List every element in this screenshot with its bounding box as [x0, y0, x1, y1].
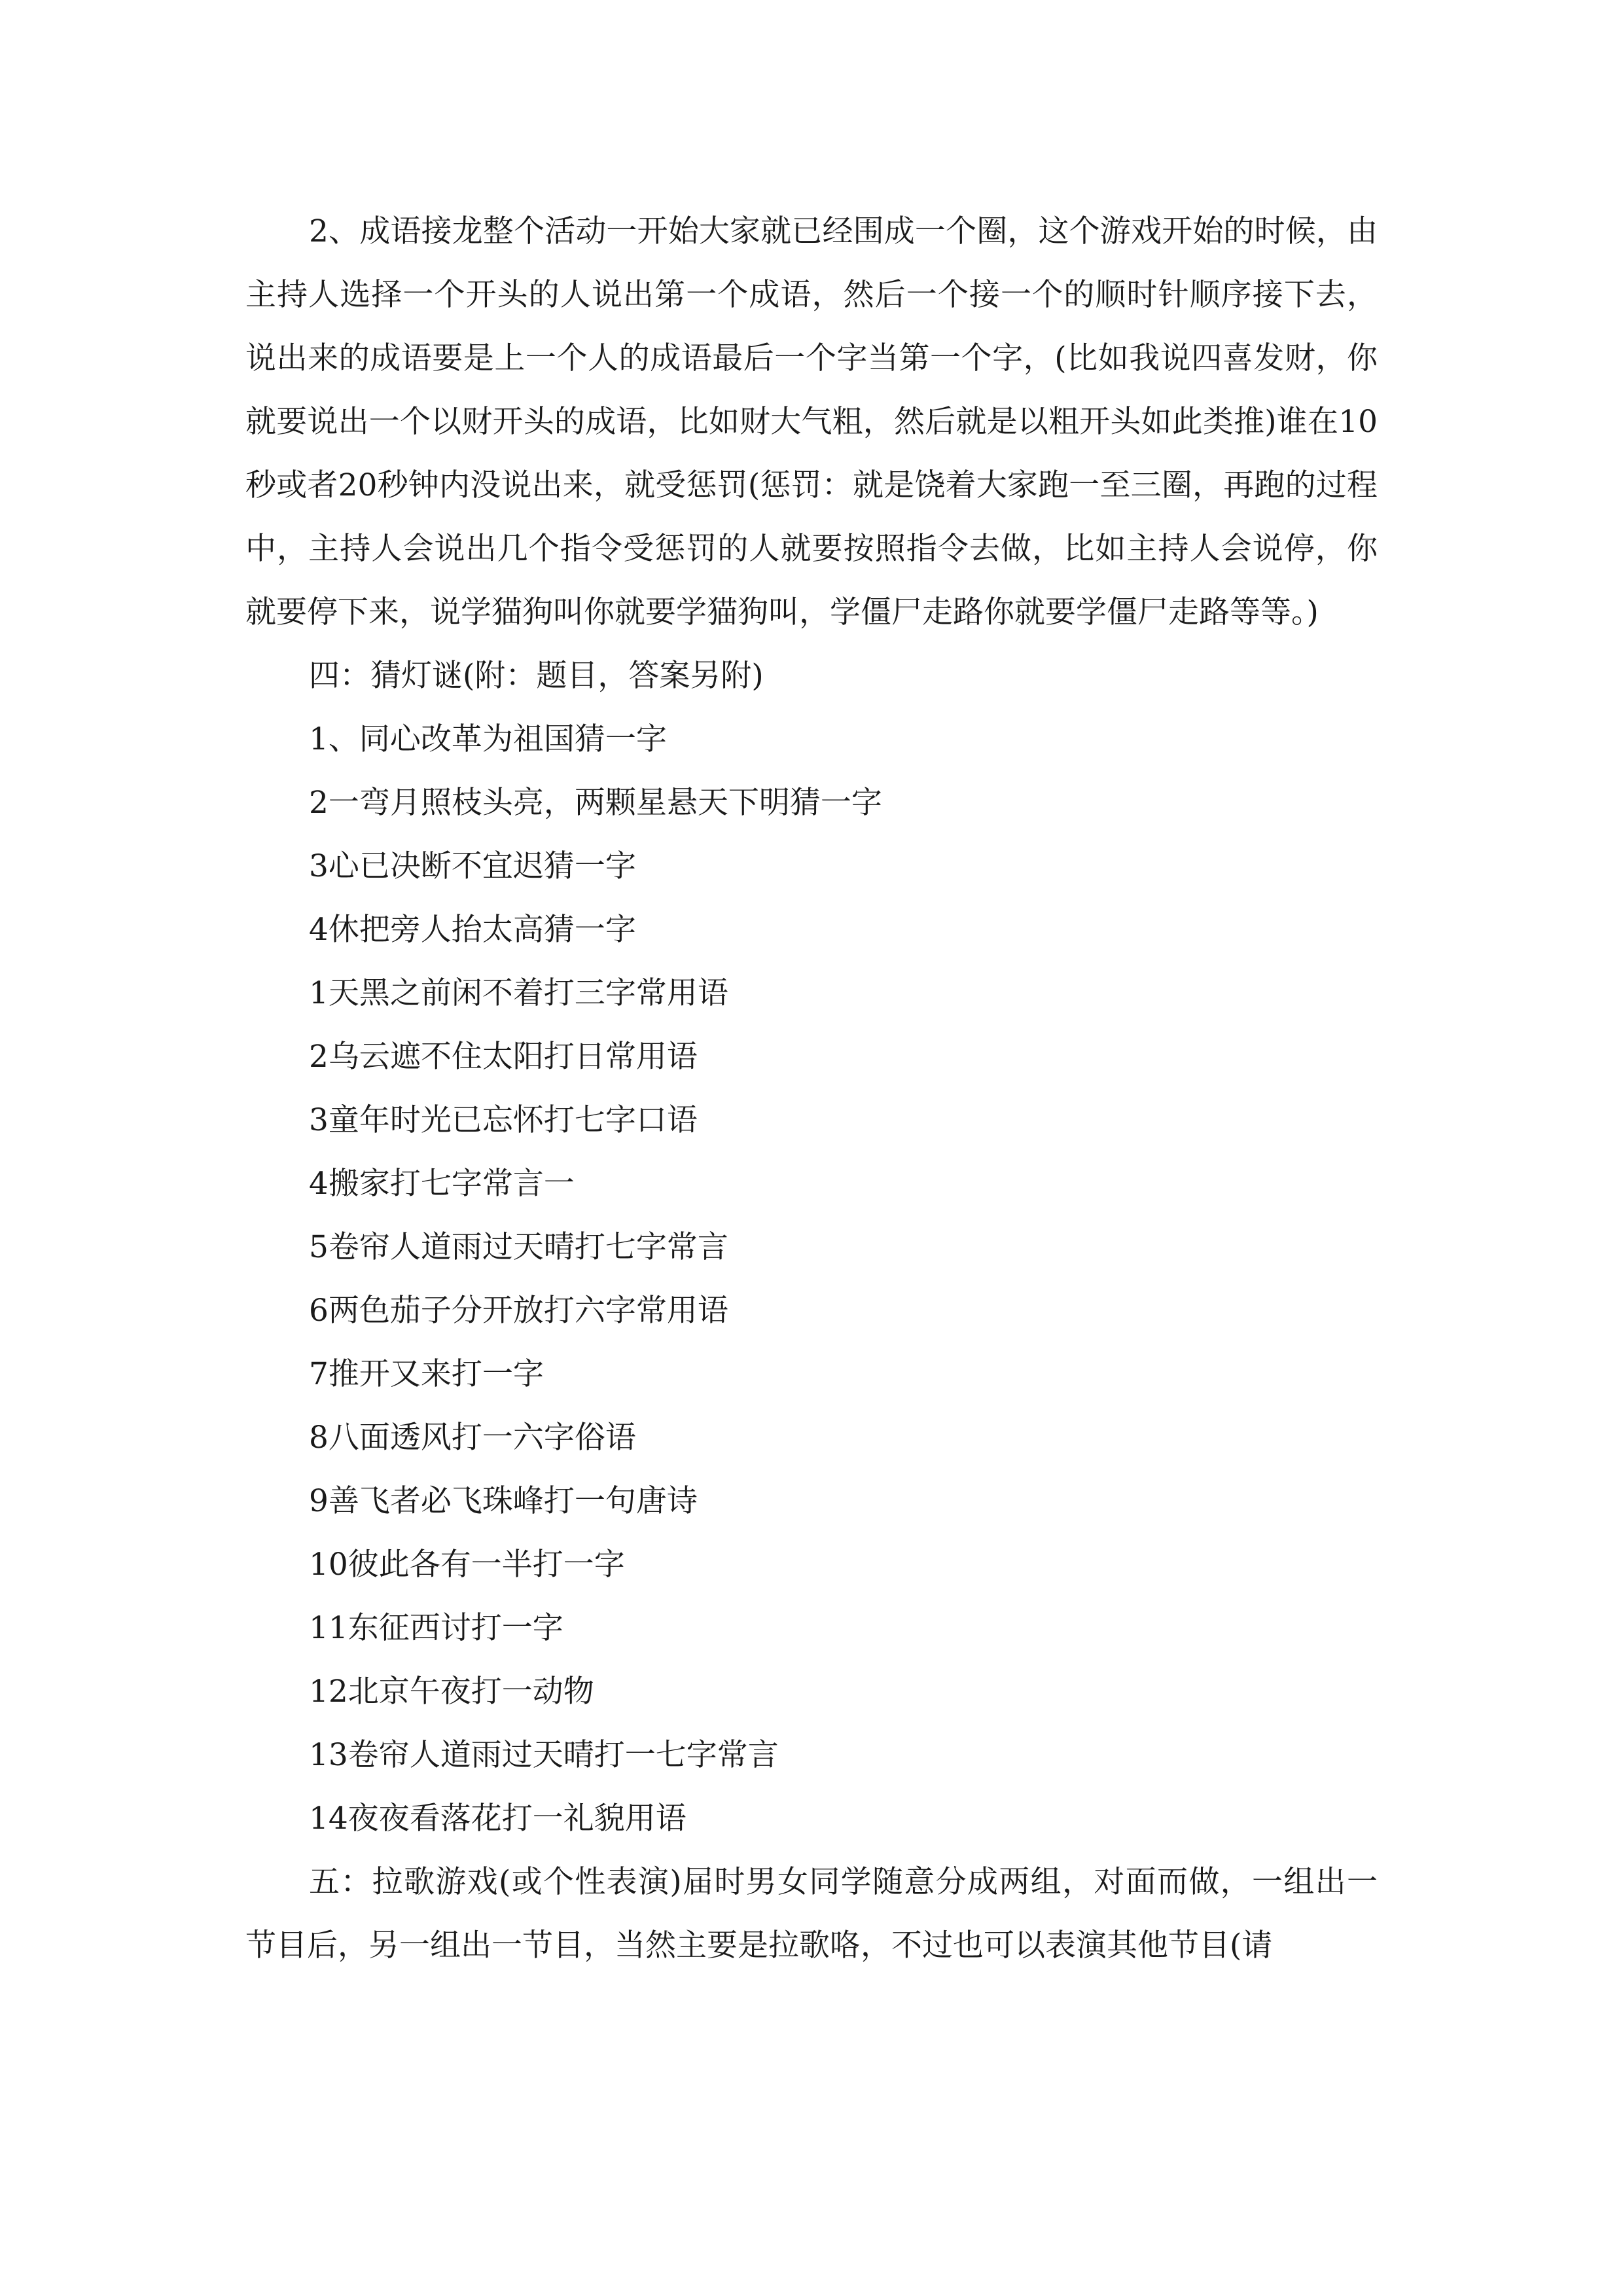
riddle-item: 4休把旁人抬太高猜一字	[309, 912, 636, 948]
riddle-item: 11东征西讨打一字	[309, 1610, 563, 1646]
riddle-item: 12北京午夜打一动物	[309, 1674, 594, 1710]
riddle-item: 13卷帘人道雨过天晴打一七字常言	[309, 1737, 779, 1773]
riddle-item: 7推开又来打一字	[309, 1356, 544, 1392]
riddle-item: 3心已决断不宜迟猜一字	[309, 848, 636, 884]
riddle-item: 5卷帘人道雨过天晴打七字常言	[309, 1229, 728, 1265]
riddle-item: 2乌云遮不住太阳打日常用语	[309, 1039, 698, 1075]
riddles-heading: 四：猜灯谜(附：题目，答案另附)	[309, 658, 764, 694]
paragraph-singing-game: 五：拉歌游戏(或个性表演)届时男女同学随意分成两组，对面而做，一组出一节目后，另一组出一节目，当然主要是拉歌咯，不过也可以表演其他节目(请	[245, 1864, 1378, 1964]
riddle-item: 1天黑之前闲不着打三字常用语	[309, 975, 728, 1011]
riddle-item: 8八面透风打一六字俗语	[309, 1420, 636, 1456]
riddle-item: 2一弯月照枝头亮，两颗星悬天下明猜一字	[309, 785, 882, 821]
riddle-item: 4搬家打七字常言一	[309, 1166, 575, 1202]
document-body	[245, 200, 1378, 1977]
riddle-item: 9善飞者必飞珠峰打一句唐诗	[309, 1483, 698, 1519]
paragraph-idiom-chain: 2、成语接龙整个活动一开始大家就已经围成一个圈，这个游戏开始的时候，由主持人选择一个开头的人说出第一个成语，然后一个接一个的顺时针顺序接下去，说出来的成语要是上一个人的成语最后一个字当第一个字，(比如我说四喜发财，你就要说出一个以财开头的成语，比如财大气粗，然后就是以粗开头如此类推)谁在10秒或者20秒钟内没说出来，就受惩罚(惩罚：就是饶着大家跑一至三圈，再跑的过程中，主持人会说出几个指令受惩罚的人就要按照指令去做，比如主持人会说停，你就要停下来，说学猫狗叫你就要学猫狗叫，学僵尸走路你就要学僵尸走路等等。)	[245, 213, 1378, 630]
riddle-item: 3童年时光已忘怀打七字口语	[309, 1102, 698, 1138]
riddle-item: 6两色茄子分开放打六字常用语	[309, 1293, 728, 1329]
riddle-item: 10彼此各有一半打一字	[309, 1547, 625, 1583]
riddle-item: 14夜夜看落花打一礼貌用语	[309, 1801, 687, 1837]
riddle-item: 1、同心改革为祖国猜一字	[309, 721, 667, 757]
